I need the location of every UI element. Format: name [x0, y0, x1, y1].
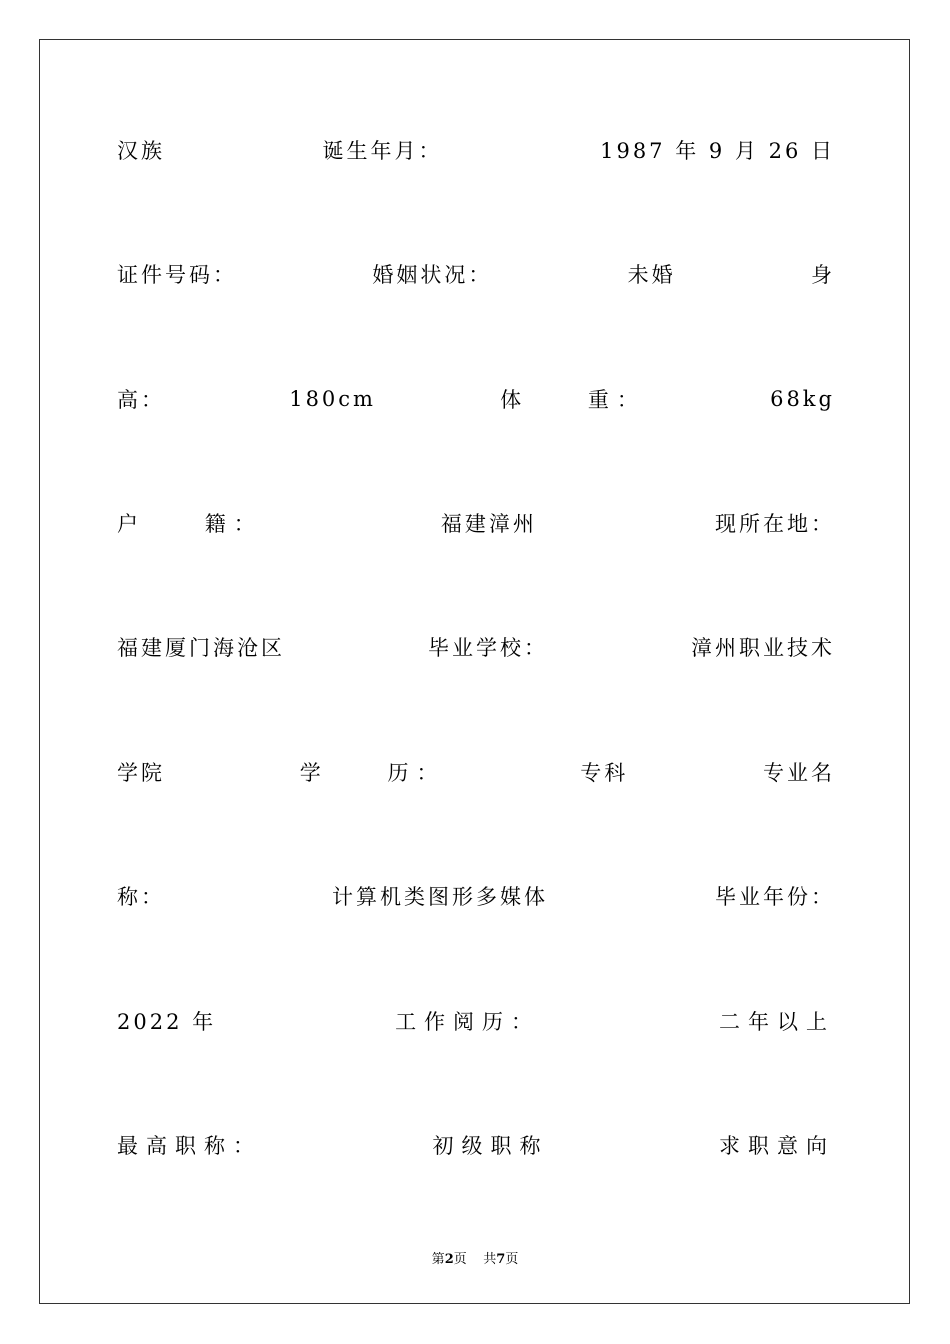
- page-frame: [39, 39, 910, 1304]
- major-label-end: 称：: [117, 885, 165, 909]
- id-number-label: 证件号码：: [117, 263, 237, 287]
- current-location-label: 现所在地：: [714, 512, 835, 536]
- graduate-school-value-end: 学院: [117, 761, 165, 785]
- text-line-5: [117, 627, 835, 667]
- graduation-year-value: 2022 年: [117, 1010, 217, 1034]
- height-label-start: 身: [810, 263, 835, 287]
- marital-status-label: 婚姻状况：: [372, 263, 493, 287]
- total-page-number: 7: [496, 1252, 506, 1267]
- text-line-7: [117, 876, 835, 916]
- ethnicity-value: 汉族: [117, 139, 165, 163]
- birth-date-value: 1987 年 9 月 26 日: [600, 139, 835, 163]
- graduate-school-label: 毕业学校：: [428, 636, 548, 660]
- current-page-number: 2: [444, 1252, 454, 1267]
- major-value: 计算机类图形多媒体: [332, 885, 548, 909]
- job-intention-label: 求职意向: [719, 1134, 835, 1158]
- birth-date-label: 诞生年月：: [322, 139, 443, 163]
- household-label: 户 籍：: [117, 512, 263, 536]
- current-location-value: 福建厦门海沧区: [117, 636, 285, 660]
- height-label-end: 高：: [117, 388, 165, 412]
- text-line-8: [117, 1001, 835, 1041]
- weight-label: 体 重：: [500, 388, 646, 412]
- work-experience-value: 二年以上: [719, 1010, 835, 1034]
- footer-mid: 页 共: [453, 1252, 497, 1267]
- household-value: 福建漳州: [440, 512, 537, 536]
- major-label-start: 专业名: [763, 761, 835, 785]
- page-footer: [0, 1248, 950, 1267]
- height-value: 180cm: [289, 387, 376, 411]
- graduate-school-value-start: 漳州职业技术: [691, 636, 835, 660]
- footer-suffix: 页: [505, 1252, 519, 1267]
- highest-title-label: 最高职称：: [117, 1134, 262, 1158]
- text-line-6: [117, 752, 835, 792]
- highest-title-value: 初级职称: [432, 1134, 549, 1158]
- text-line-9: [117, 1125, 835, 1165]
- text-line-3: [117, 379, 835, 419]
- graduation-year-label: 毕业年份：: [715, 885, 835, 909]
- work-experience-label: 工作阅历：: [395, 1010, 541, 1034]
- text-line-2: [117, 254, 835, 294]
- text-line-4: [117, 503, 835, 543]
- marital-status-value: 未婚: [627, 263, 676, 287]
- weight-value: 68kg: [770, 387, 835, 411]
- education-label: 学 历：: [299, 761, 446, 785]
- education-value: 专科: [580, 761, 629, 785]
- text-line-1: [117, 130, 835, 170]
- footer-prefix: 第: [431, 1252, 445, 1267]
